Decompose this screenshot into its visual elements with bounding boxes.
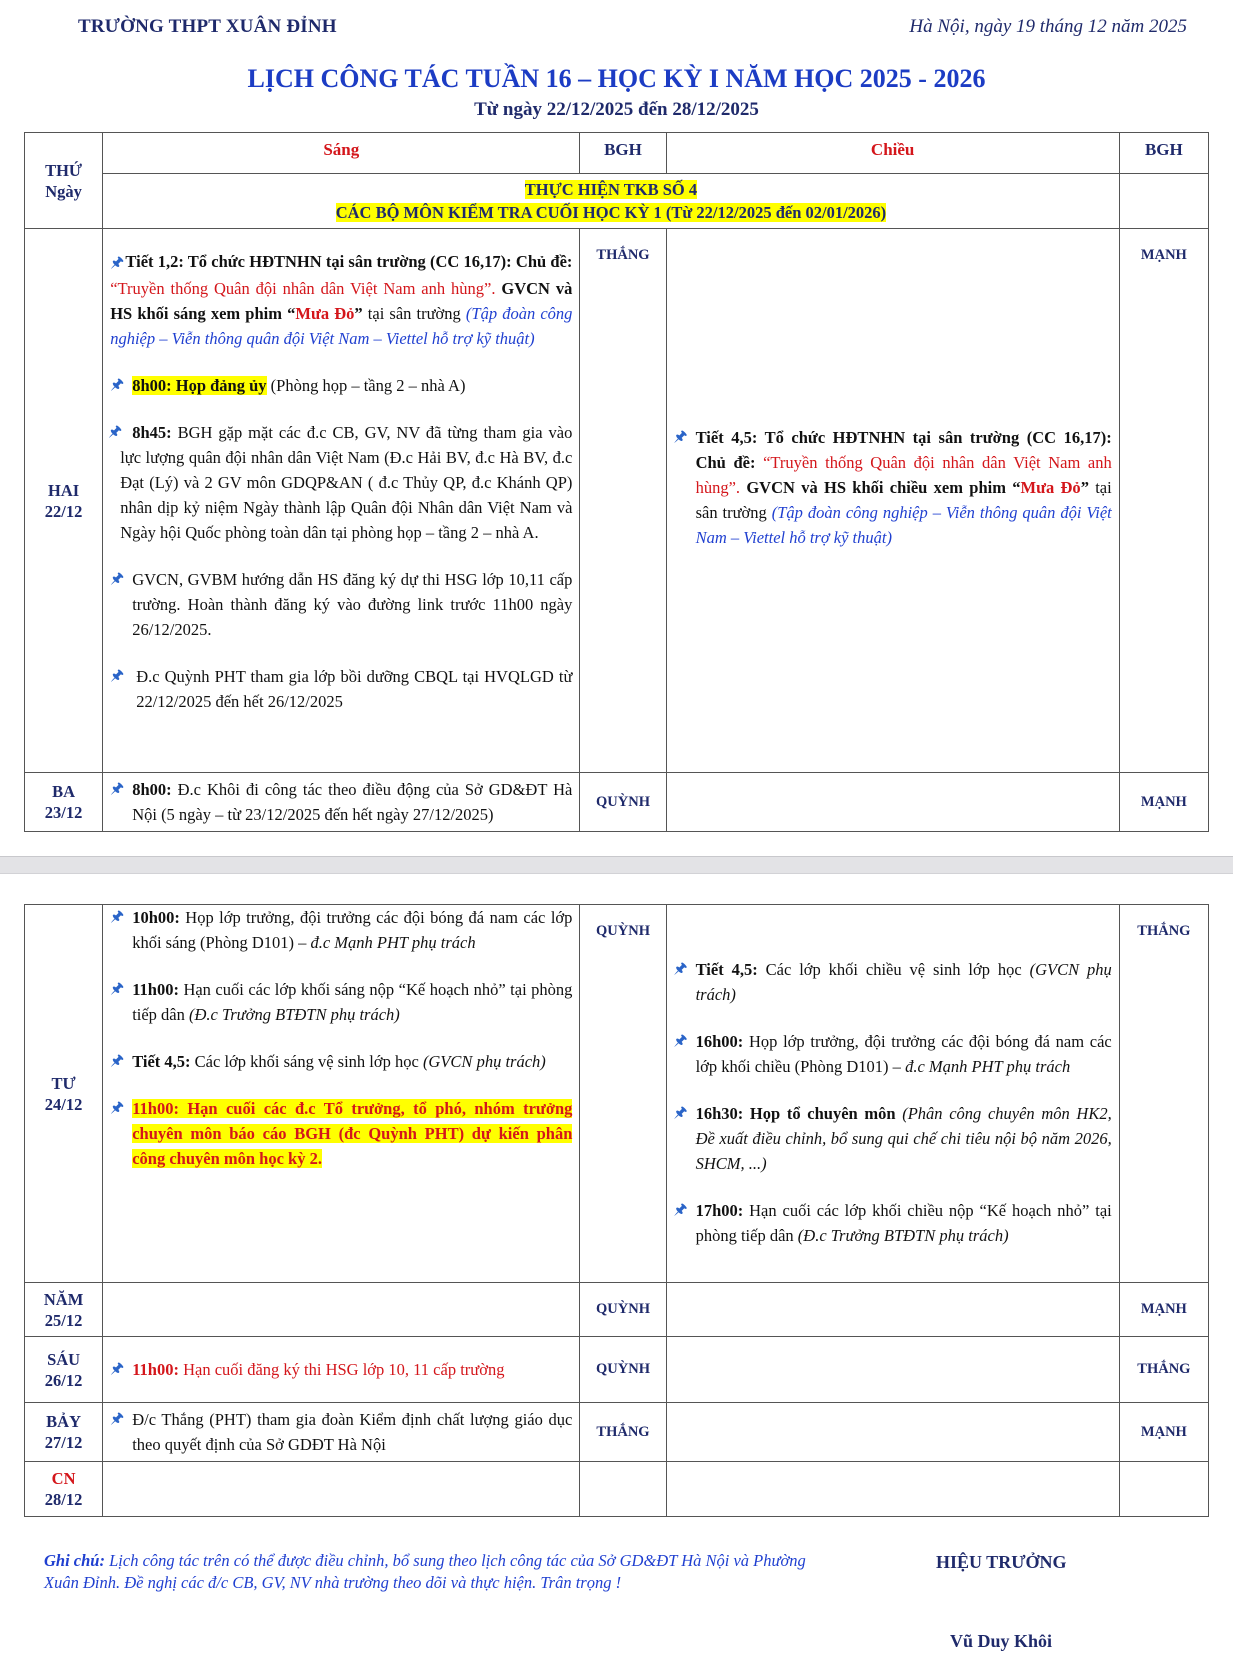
item-time: 11h00:: [132, 980, 179, 999]
topic-label: Chủ đề:: [515, 252, 573, 271]
thursday-bgh-afternoon: MẠNH: [1119, 1283, 1208, 1337]
tuesday-morning: [103, 773, 580, 832]
film-quote-close: ”: [354, 304, 363, 323]
day-date: 23/12: [44, 803, 83, 822]
item-text: Đ.c Quỳnh PHT tham gia lớp bồi dưỡng CBQL tại HVQLGD từ 22/12/2025 đến hết 26/12/2025: [136, 667, 573, 711]
day-name: TƯ: [51, 1073, 76, 1093]
pin-icon: 🖈: [110, 1361, 125, 1377]
item-note: (Đ.c Trưởng BTĐTN phụ trách): [797, 1226, 1009, 1245]
pin-icon: 🖈: [110, 668, 125, 684]
list-item: [110, 905, 572, 955]
banner-empty-cell: [1119, 174, 1208, 229]
list-item: [674, 1198, 1112, 1248]
item-note: đ.c Mạnh PHT phụ trách: [310, 933, 476, 952]
item-time: 16h30: Họp tổ chuyên môn: [695, 1104, 896, 1123]
item-text: Hạn cuối các lớp khối sáng nộp “Kế hoạch nhỏ” tại phòng tiếp dân: [132, 980, 573, 1024]
pin-icon: 🖈: [673, 1105, 688, 1121]
item-time: Tiết 4,5:: [132, 1052, 191, 1071]
list-item: [110, 777, 572, 827]
day-name: CN: [51, 1469, 76, 1488]
day-column-header: [25, 133, 103, 229]
item-time: 8h00: Họp đảng ủy: [132, 376, 267, 395]
bgh-morning-header: BGH: [580, 133, 666, 174]
item-text: BGH gặp mặt các đ.c CB, GV, NV đã từng tham gia vào lực lượng quân đội nhân dân Việt Nam (Đ.c Hải BV, đ.c Hà BV, đ.c Đạt (Lý) và 2 GV môn GDQP&AN ( đ.c Thủy QP, đ.c Khánh QP) nhân dịp kỷ niệm Ngày thành lập Quân đội Nhân dân Việt Nam và Ngày hội Quốc phòng toàn dân tại phòng họp – tầng 2 – nhà A.: [120, 423, 573, 542]
film-place: tại sân trường: [695, 478, 1112, 522]
item-time: 10h00:: [132, 908, 180, 927]
day-date: 28/12: [44, 1490, 83, 1509]
film-title: Mưa Đỏ: [1020, 478, 1081, 497]
item-time: 11h00:: [132, 1360, 179, 1379]
item-text: Hạn cuối các lớp khối chiều nộp “Kế hoạch nhỏ” tại phòng tiếp dân: [695, 1201, 1112, 1245]
thursday-morning: [103, 1283, 580, 1337]
list-item: [110, 1357, 572, 1382]
list-item: [674, 1101, 1112, 1176]
sponsor-note: (Tập đoàn công nghiệp – Viễn thông quân đội Việt Nam – Viettel hỗ trợ kỹ thuật): [110, 304, 573, 348]
afternoon-header: Chiều: [666, 133, 1119, 174]
tuesday-afternoon: [666, 773, 1119, 832]
list-item: [110, 977, 572, 1027]
saturday-bgh-morning: THẮNG: [580, 1403, 666, 1462]
pin-icon: 🖈: [110, 255, 126, 271]
item-text: Hạn cuối đăng ký thi HSG lớp 10, 11 cấp trường: [178, 1360, 505, 1379]
date-col-label: Ngày: [45, 181, 82, 201]
sunday-morning: [103, 1462, 580, 1517]
signer-title: HIỆU TRƯỞNG: [936, 1552, 1067, 1572]
sunday-bgh-morning: [580, 1462, 666, 1517]
pin-icon: 🖈: [110, 1100, 125, 1116]
morning-header: Sáng: [103, 133, 580, 174]
film-place: tại sân trường: [362, 304, 461, 323]
pin-icon: 🖈: [110, 981, 125, 997]
day-date: 25/12: [44, 1310, 83, 1330]
day-col-label: THỨ: [45, 160, 83, 180]
day-date: 27/12: [44, 1433, 83, 1452]
wednesday-afternoon: [666, 905, 1119, 1283]
friday-bgh-morning: QUỲNH: [580, 1337, 666, 1403]
sunday-bgh-afternoon: [1119, 1462, 1208, 1517]
day-date: 22/12: [44, 501, 83, 521]
sunday-afternoon: [666, 1462, 1119, 1517]
day-name: HAI: [48, 480, 80, 500]
pin-icon: 🖈: [110, 781, 125, 797]
item-text: Đ/c Thắng (PHT) tham gia đoàn Kiểm định chất lượng giáo dục theo quyết định của Sở GDĐT Hà Nội: [132, 1410, 573, 1454]
schedule-table-bottom: [24, 904, 1209, 1517]
day-wednesday: [25, 905, 103, 1283]
footer-note: [44, 1550, 824, 1594]
monday-bgh-afternoon: MẠNH: [1119, 229, 1208, 773]
item-note: (GVCN phụ trách): [422, 1052, 546, 1071]
film-quote-close: ”: [1080, 478, 1089, 497]
deadline-highlight: 11h00: Hạn cuối các đ.c Tổ trưởng, tổ phó, nhóm trưởng chuyên môn báo cáo BGH (đc Quỳnh PHT) dự kiến phân công chuyên môn học kỳ 2.: [132, 1099, 573, 1168]
sponsor-note: (Tập đoàn công nghiệp – Viễn thông quân đội Việt Nam – Viettel hỗ trợ kỹ thuật): [695, 503, 1112, 547]
item-text: Các lớp khối sáng vệ sinh lớp học: [190, 1052, 423, 1071]
thursday-afternoon: [666, 1283, 1119, 1337]
tuesday-bgh-afternoon: MẠNH: [1119, 773, 1208, 832]
list-item: [674, 957, 1112, 1007]
school-name: TRƯỜNG THPT XUÂN ĐỈNH: [78, 16, 337, 37]
pin-icon: 🖈: [110, 377, 125, 393]
item-note: (Đ.c Trưởng BTĐTN phụ trách): [189, 1005, 400, 1024]
day-thursday: [25, 1283, 103, 1337]
item-note: (Phân công chuyên môn HK2, Đề xuất điều chỉnh, bổ sung qui chế chi tiêu nội bộ năm 2026, SHCM, ...): [695, 1104, 1112, 1173]
film-intro: GVCN và HS khối chiều xem phim “: [740, 478, 1021, 497]
list-item: [674, 425, 1112, 550]
week-banner: [103, 174, 1120, 229]
signer-name: Vũ Duy Khôi: [950, 1631, 1053, 1651]
list-item: [110, 567, 572, 642]
pin-icon: 🖈: [110, 909, 125, 925]
day-name: SÁU: [47, 1349, 81, 1369]
item-text: Các lớp khối chiều vệ sinh lớp học: [757, 960, 1030, 979]
item-time: Tiết 1,2: Tổ chức HĐTNHN tại sân trường (CC 16,17):: [125, 252, 512, 271]
item-time: 16h00:: [695, 1032, 744, 1051]
note-label: Ghi chú:: [44, 1551, 105, 1570]
page-subtitle: Từ ngày 22/12/2025 đến 28/12/2025: [474, 99, 759, 120]
banner-line-1: THỰC HIỆN TKB SỐ 4: [524, 180, 698, 199]
topic-text: “Truyền thống Quân đội nhân dân Việt Nam anh hùng”.: [110, 279, 496, 298]
friday-morning: [103, 1337, 580, 1403]
list-item: [674, 1029, 1112, 1079]
day-name: NĂM: [43, 1289, 84, 1309]
pin-icon: 🖈: [673, 1202, 688, 1218]
list-item: [110, 373, 572, 398]
list-item: [110, 1096, 572, 1171]
item-note: (GVCN phụ trách): [695, 960, 1112, 1004]
monday-afternoon: [666, 229, 1119, 773]
pin-icon: 🖈: [673, 429, 688, 445]
saturday-morning: [103, 1403, 580, 1462]
friday-bgh-afternoon: THẮNG: [1119, 1337, 1208, 1403]
list-item: [110, 420, 572, 545]
topic-text: “Truyền thống Quân đội nhân dân Việt Nam anh hùng”.: [695, 453, 1112, 497]
schedule-table-top: [24, 132, 1209, 832]
item-note: đ.c Mạnh PHT phụ trách: [905, 1057, 1071, 1076]
item-time: Tiết 4,5: Tổ chức HĐTNHN tại sân trường (CC 16,17): Chủ đề:: [695, 428, 1112, 472]
list-item: [110, 1407, 572, 1457]
item-text: Họp lớp trưởng, đội trưởng các đội bóng đá nam các lớp khối sáng (Phòng D101) –: [132, 908, 573, 952]
bgh-afternoon-header: BGH: [1119, 133, 1208, 174]
page-break: [0, 856, 1233, 874]
day-name: BẢY: [46, 1412, 82, 1431]
item-text: Họp lớp trưởng, đội trưởng các đội bóng đá nam các lớp khối chiều (Phòng D101) –: [695, 1032, 1112, 1076]
pin-icon: 🖈: [673, 961, 688, 977]
day-monday: [25, 229, 103, 773]
day-name: BA: [52, 782, 76, 801]
wednesday-bgh-morning: QUỲNH: [580, 905, 666, 1283]
note-text: Lịch công tác trên có thể được điều chỉnh, bổ sung theo lịch công tác của Sở GD&ĐT Hà Nội và Phường Xuân Đỉnh. Đề nghị các đ/c CB, GV, NV nhà trường theo dõi và thực hiện. Trân trọng !: [44, 1551, 806, 1592]
wednesday-bgh-afternoon: THẮNG: [1119, 905, 1208, 1283]
day-tuesday: [25, 773, 103, 832]
film-intro: GVCN và HS khối sáng xem phim “: [110, 279, 573, 323]
list-item: [110, 664, 572, 714]
day-friday: [25, 1337, 103, 1403]
day-date: 24/12: [44, 1094, 83, 1114]
item-time: 8h00:: [132, 780, 172, 799]
pin-icon: 🖈: [110, 1053, 125, 1069]
day-date: 26/12: [44, 1370, 83, 1390]
pin-icon: 🖈: [673, 1033, 688, 1049]
thursday-bgh-morning: QUỲNH: [580, 1283, 666, 1337]
pin-icon: 🖈: [110, 1411, 125, 1427]
list-item: [110, 249, 572, 351]
day-saturday: [25, 1403, 103, 1462]
saturday-afternoon: [666, 1403, 1119, 1462]
monday-morning: [103, 229, 580, 773]
item-time: 17h00:: [695, 1201, 744, 1220]
item-time: 8h45:: [132, 423, 172, 442]
wednesday-morning: [103, 905, 580, 1283]
item-text: Đ.c Khôi đi công tác theo điều động của Sở GD&ĐT Hà Nội (5 ngày – từ 23/12/2025 đến hết ngày 27/12/2025): [132, 780, 573, 824]
document-date: Hà Nội, ngày 19 tháng 12 năm 2025: [909, 16, 1187, 37]
banner-line-2: CÁC BỘ MÔN KIỂM TRA CUỐI HỌC KỲ 1 (Từ 22/12/2025 đến 02/01/2026): [335, 203, 887, 222]
item-text: (Phòng họp – tầng 2 – nhà A): [266, 376, 466, 395]
monday-bgh-morning: THẮNG: [580, 229, 666, 773]
item-text: GVCN, GVBM hướng dẫn HS đăng ký dự thi HSG lớp 10,11 cấp trường. Hoàn thành đăng ký vào đường link trước 11h00 ngày 26/12/2025.: [132, 570, 573, 639]
friday-afternoon: [666, 1337, 1119, 1403]
pin-icon: 🖈: [108, 424, 123, 440]
film-title: Mưa Đỏ: [295, 304, 355, 323]
list-item: [110, 1049, 572, 1074]
day-sunday: [25, 1462, 103, 1517]
tuesday-bgh-morning: QUỲNH: [580, 773, 666, 832]
saturday-bgh-afternoon: MẠNH: [1119, 1403, 1208, 1462]
page-title: LỊCH CÔNG TÁC TUẦN 16 – HỌC KỲ I NĂM HỌC 2025 - 2026: [247, 64, 986, 93]
pin-icon: 🖈: [110, 571, 125, 587]
item-time: Tiết 4,5:: [695, 960, 758, 979]
